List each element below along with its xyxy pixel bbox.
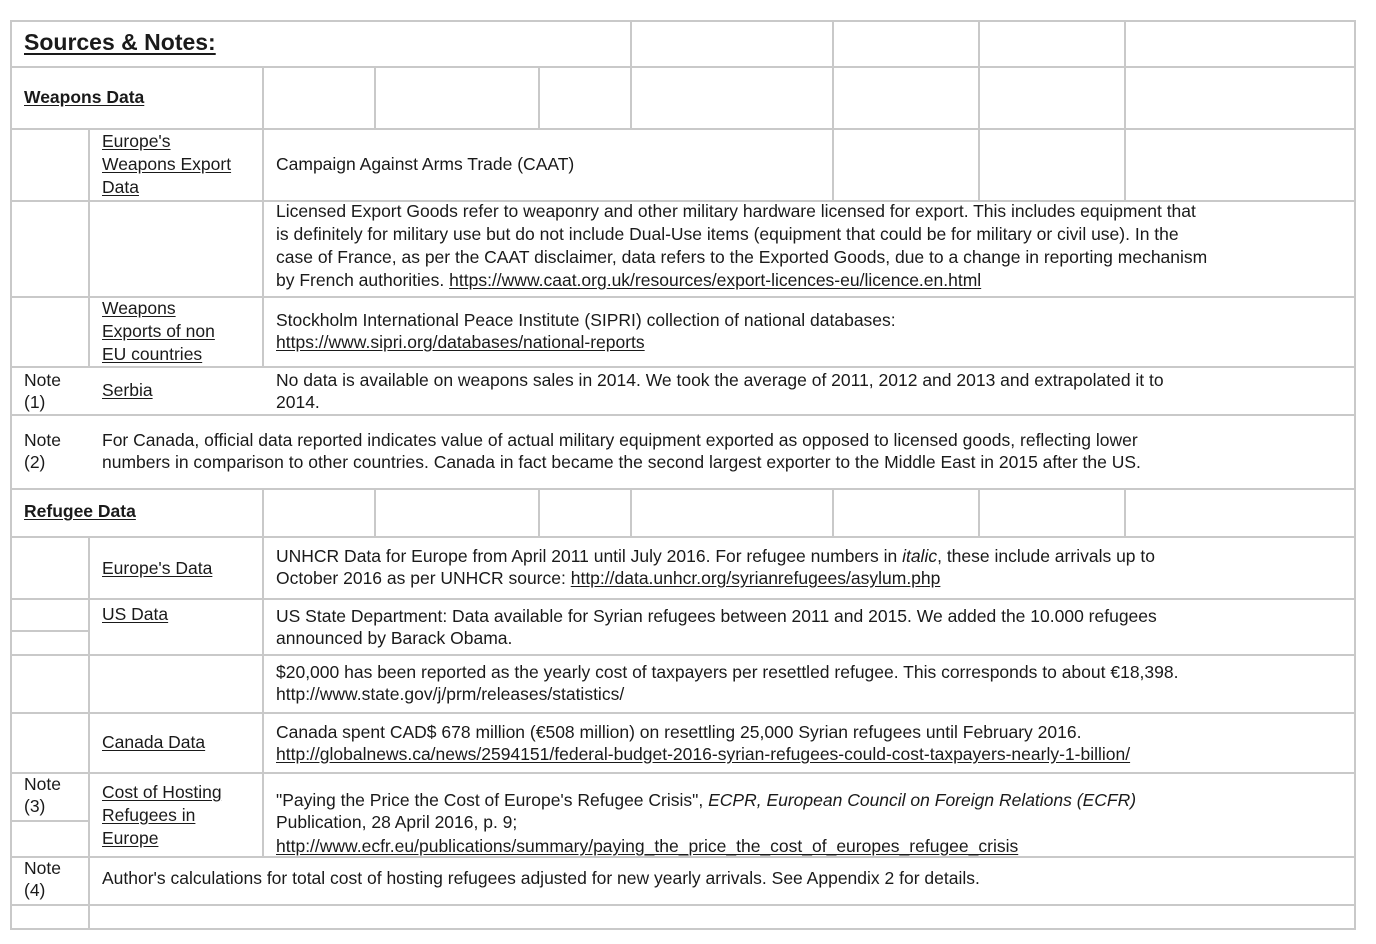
grid-line bbox=[10, 296, 1356, 298]
grid-line bbox=[10, 488, 1356, 490]
us-data-text-line: announced by Barack Obama. bbox=[276, 628, 513, 648]
grid-line bbox=[978, 488, 980, 536]
grid-line bbox=[630, 20, 632, 66]
grid-line bbox=[832, 20, 834, 200]
grid-line bbox=[10, 904, 1356, 906]
canada-data-text: Canada spent CAD$ 678 million (€508 million) on resettling 25,000 Syrian refugees until February 2016. bbox=[276, 722, 1082, 742]
us-cost-text-line: http://www.state.gov/j/prm/releases/statistics/ bbox=[276, 684, 625, 704]
grid-line bbox=[10, 712, 1356, 714]
grid-line bbox=[10, 20, 12, 930]
unhcr-text-part: UNHCR Data for Europe from April 2011 until July 2016. For refugee numbers in bbox=[276, 546, 903, 566]
europe-weapons-label-line: Data bbox=[102, 177, 139, 197]
us-data-text-line: US State Department: Data available for Syrian refugees between 2011 and 2015. We added the 10.000 refugees bbox=[276, 606, 1157, 626]
grid-line bbox=[1124, 20, 1126, 200]
grid-line bbox=[538, 488, 540, 536]
grid-line bbox=[10, 366, 1356, 368]
canada-data-label: Canada Data bbox=[102, 732, 206, 752]
grid-line bbox=[10, 928, 1356, 930]
italic-word: italic bbox=[902, 546, 938, 566]
note-2-label-line: Note bbox=[24, 430, 61, 450]
grid-line bbox=[88, 128, 90, 366]
grid-line bbox=[978, 20, 980, 200]
canada-weapons-note-line: numbers in comparison to other countries. Canada in fact became the second largest exporter to the Middle East in 2015 after the US. bbox=[102, 452, 1141, 472]
grid-line bbox=[10, 128, 1356, 130]
grid-line bbox=[374, 66, 376, 128]
grid-line bbox=[630, 66, 632, 128]
caat-licence-link[interactable]: https://www.caat.org.uk/resources/export-licences-eu/licence.en.html bbox=[449, 270, 982, 290]
licensed-goods-text-line bbox=[276, 269, 981, 292]
grid-line bbox=[10, 654, 1356, 656]
unhcr-link[interactable]: http://data.unhcr.org/syrianrefugees/asylum.php bbox=[570, 568, 941, 588]
grid-line bbox=[832, 488, 834, 536]
grid-line bbox=[538, 66, 540, 128]
note-1-label-line: Note bbox=[24, 370, 61, 390]
caat-source-text: Campaign Against Arms Trade (CAAT) bbox=[276, 154, 575, 174]
grid-line bbox=[10, 414, 1356, 416]
grid-line bbox=[1354, 20, 1356, 930]
grid-line bbox=[1124, 488, 1126, 536]
grid-line bbox=[630, 488, 632, 536]
globalnews-link[interactable]: http://globalnews.ca/news/2594151/federal-budget-2016-syrian-refugees-could-cost-taxpayers-nearly-1-billion/ bbox=[276, 744, 1131, 764]
ecfr-link[interactable]: http://www.ecfr.eu/publications/summary/paying_the_price_the_cost_of_europes_refugee_crisis bbox=[276, 836, 1019, 856]
grid-line bbox=[262, 66, 264, 366]
page-title: Sources & Notes: bbox=[24, 29, 216, 55]
note-3-label-line: Note bbox=[24, 774, 61, 794]
unhcr-text-line bbox=[276, 545, 1155, 568]
grid-line bbox=[10, 536, 1356, 538]
non-eu-weapons-label-line: Exports of non bbox=[102, 321, 215, 341]
sipri-link[interactable]: https://www.sipri.org/databases/national-reports bbox=[276, 332, 645, 352]
unhcr-text-part: October 2016 as per UNHCR source: bbox=[276, 568, 571, 588]
europe-refugee-label: Europe's Data bbox=[102, 558, 213, 578]
grid-line bbox=[10, 772, 1356, 774]
note-2-label-line: (2) bbox=[24, 452, 46, 472]
serbia-note-text-line: 2014. bbox=[276, 392, 320, 412]
ecfr-text-line bbox=[276, 789, 1136, 812]
licensed-goods-text-line: is definitely for military use but do not include Dual-Use items (equipment that could be for military or civil use). In the bbox=[276, 224, 1179, 244]
note-4-label-line: (4) bbox=[24, 880, 46, 900]
grid-line bbox=[88, 536, 90, 928]
author-calculations-note: Author's calculations for total cost of hosting refugees adjusted for new yearly arrivals. See Appendix 2 for details. bbox=[102, 868, 980, 888]
ecfr-italic-part: ECPR, European Council on Foreign Relations (ECFR) bbox=[708, 790, 1137, 810]
refugee-data-heading: Refugee Data bbox=[24, 501, 136, 521]
note-4-label-line: Note bbox=[24, 858, 61, 878]
unhcr-text-line bbox=[276, 567, 940, 590]
grid-line bbox=[10, 20, 1356, 22]
serbia-note-text-line: No data is available on weapons sales in 2014. We took the average of 2011, 2012 and 2013 and extrapolated it to bbox=[276, 370, 1164, 390]
licensed-goods-text-line: Licensed Export Goods refer to weaponry and other military hardware licensed for export. This includes equipment that bbox=[276, 201, 1196, 221]
note-1-label-line: (1) bbox=[24, 392, 46, 412]
europe-weapons-label-line: Europe's bbox=[102, 131, 171, 151]
ecfr-text-line: Publication, 28 April 2016, p. 9; bbox=[276, 812, 518, 832]
grid-line bbox=[374, 488, 376, 536]
sipri-source-text: Stockholm International Peace Institute (SIPRI) collection of national databases: bbox=[276, 310, 896, 330]
hosting-cost-label-line: Cost of Hosting bbox=[102, 782, 222, 802]
us-data-label: US Data bbox=[102, 604, 169, 624]
licensed-goods-text-line: case of France, as per the CAAT disclaimer, data refers to the Exported Goods, due to a change in reporting mechanism bbox=[276, 247, 1208, 267]
weapons-data-heading: Weapons Data bbox=[24, 87, 145, 107]
hosting-cost-label-line: Refugees in bbox=[102, 805, 196, 825]
hosting-cost-label-line: Europe bbox=[102, 828, 159, 848]
grid-line bbox=[10, 66, 1356, 68]
unhcr-text-part: , these include arrivals up to bbox=[937, 546, 1155, 566]
grid-line bbox=[10, 820, 90, 822]
canada-weapons-note-line: For Canada, official data reported indicates value of actual military equipment exported as opposed to licensed goods, reflecting lower bbox=[102, 430, 1138, 450]
ecfr-text-part: "Paying the Price the Cost of Europe's Refugee Crisis", bbox=[276, 790, 709, 810]
note-3-label-line: (3) bbox=[24, 796, 46, 816]
grid-line bbox=[10, 630, 90, 632]
grid-line bbox=[10, 598, 1356, 600]
non-eu-weapons-label-line: Weapons bbox=[102, 298, 176, 318]
licensed-goods-text-line-end: by French authorities. bbox=[276, 270, 450, 290]
europe-weapons-label-line: Weapons Export bbox=[102, 154, 232, 174]
serbia-label: Serbia bbox=[102, 380, 153, 400]
us-cost-text-line: $20,000 has been reported as the yearly cost of taxpayers per resettled refugee. This corresponds to about €18,398. bbox=[276, 662, 1179, 682]
non-eu-weapons-label-line: EU countries bbox=[102, 344, 203, 364]
grid-line bbox=[262, 488, 264, 856]
